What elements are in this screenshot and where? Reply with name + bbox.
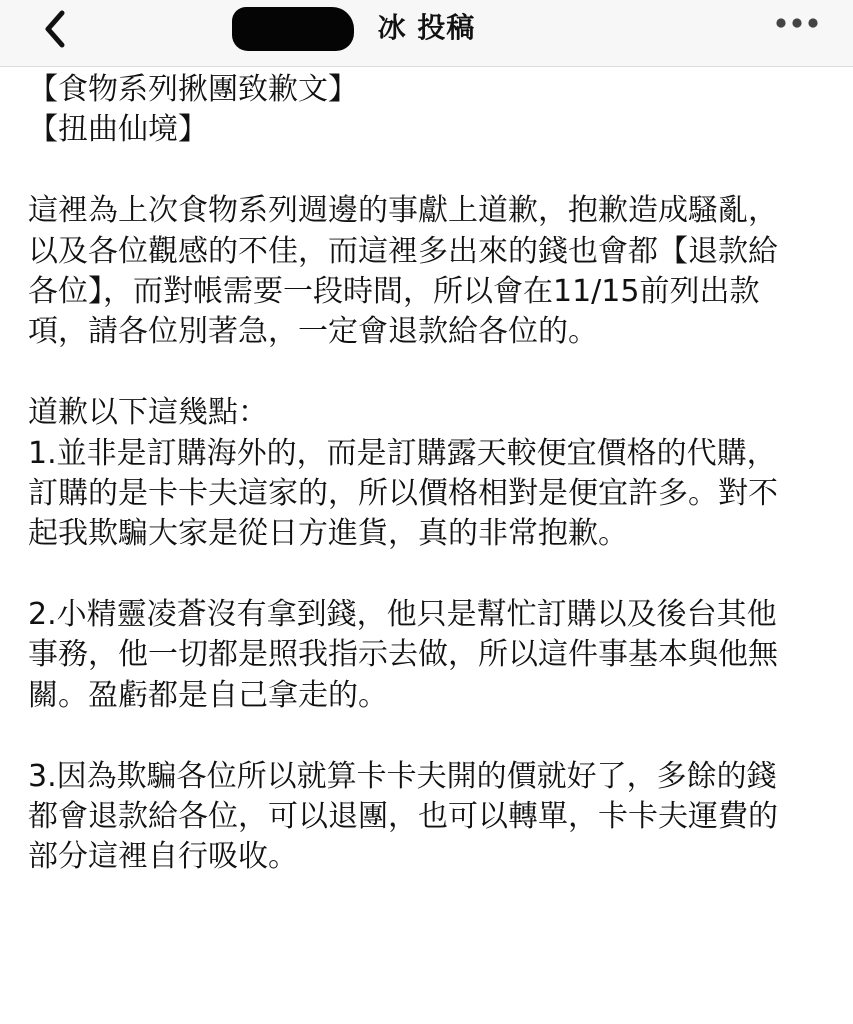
apology-point-3 xyxy=(28,757,828,878)
intro-line: 各位】，而對帳需要一段時間，所以會在11/15前列出款 xyxy=(28,273,760,309)
point-line: 事務，他一切都是照我指示去做，所以這件事基本與他無 xyxy=(28,637,778,673)
point-line: 部分這裡自行吸收。 xyxy=(28,839,298,875)
more-horizontal-icon xyxy=(774,17,820,29)
chevron-left-icon xyxy=(40,9,70,49)
intro-paragraph xyxy=(28,191,828,353)
point-line: 起我欺騙大家是從日方進貨，真的非常抱歉。 xyxy=(28,516,628,552)
redaction-scribble xyxy=(232,7,354,51)
intro-line: 項，請各位別著急，一定會退款給各位的。 xyxy=(28,314,598,350)
paragraph-gap xyxy=(28,716,828,756)
point-line: 訂購的是卡卡夫這家的，所以價格相對是便宜許多。對不 xyxy=(28,475,778,511)
point-line: 關。盈虧都是自己拿走的。 xyxy=(28,677,388,713)
list-heading: 道歉以下這幾點： xyxy=(28,395,268,431)
back-button[interactable] xyxy=(30,4,80,54)
more-options-button[interactable] xyxy=(772,8,822,38)
intro-line: 這裡為上次食物系列週邊的事獻上道歉，抱歉造成騷亂， xyxy=(28,193,778,229)
apology-point-1 xyxy=(28,434,828,555)
paragraph-gap xyxy=(28,555,828,595)
point-line: 都會退款給各位，可以退團，也可以轉單，卡卡夫運費的 xyxy=(28,799,778,835)
paragraph-gap xyxy=(28,151,828,191)
post-tag-game: 【扭曲仙境】 xyxy=(28,112,208,148)
post-tag-series: 【食物系列揪團致歉文】 xyxy=(28,72,358,107)
apology-point-2 xyxy=(28,595,828,716)
intro-line: 以及各位觀感的不佳，而這裡多出來的錢也會都【退款給 xyxy=(28,233,778,269)
top-navigation-bar xyxy=(0,0,853,67)
paragraph-gap xyxy=(28,353,828,393)
page-title: 冰 投稿 xyxy=(377,11,476,44)
point-line: 3.因為欺騙各位所以就算卡卡夫開的價就好了，多餘的錢 xyxy=(28,758,777,794)
point-line: 2.小精靈凌蒼沒有拿到錢，他只是幫忙訂購以及後台其他 xyxy=(28,597,777,633)
post-body xyxy=(28,70,828,878)
point-line: 1.並非是訂購海外的，而是訂購露天較便宜價格的代購， xyxy=(28,435,777,471)
page-title-container xyxy=(200,6,653,46)
